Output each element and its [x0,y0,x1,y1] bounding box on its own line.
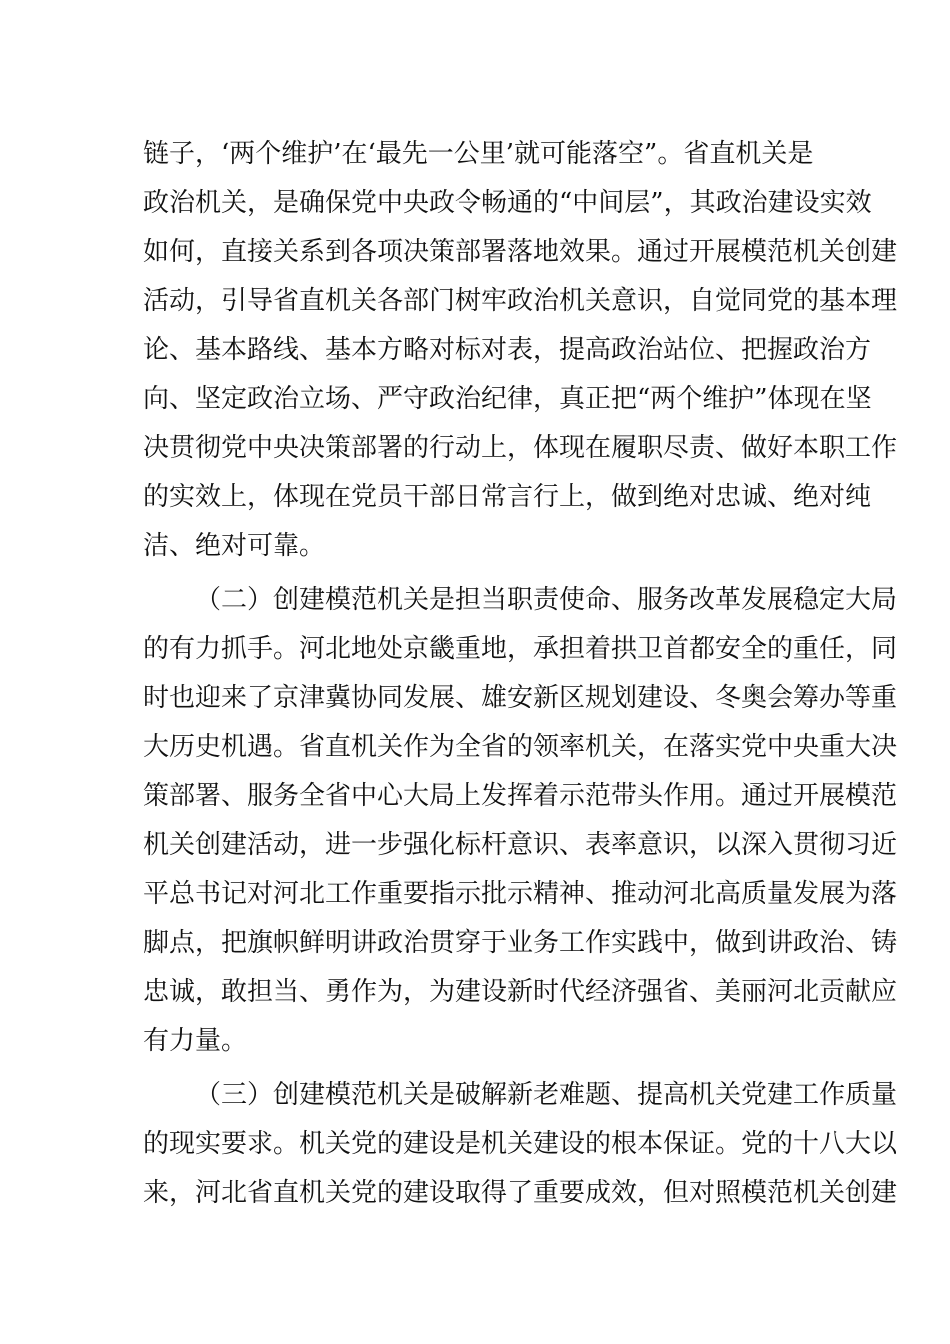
text-line: 活动，引导省直机关各部门树牢政治机关意识，自觉同党的基本理 [143,286,898,316]
text-line: 决贯彻党中央决策部署的行动上，体现在履职尽责、做好本职工作 [143,433,898,463]
text-line: 忠诚，敢担当、勇作为，为建设新时代经济强省、美丽河北贡献应 [143,977,898,1007]
text-line: 的现实要求。机关党的建设是机关建设的根本保证。党的十八大以 [143,1129,898,1159]
text-line: 论、基本路线、基本方略对标对表，提高政治站位、把握政治方 [143,335,872,365]
text-line: 向、坚定政治立场、严守政治纪律，真正把“两个维护”体现在坚 [143,384,872,414]
paragraph-heading-line: （二）创建模范机关是担当职责使命、服务改革发展稳定大局 [195,585,898,615]
text-line: 如何，直接关系到各项决策部署落地效果。通过开展模范机关创建 [143,237,898,267]
text-line: 大历史机遇。省直机关作为全省的领率机关，在落实党中央重大决 [143,732,898,762]
text-line: 来，河北省直机关党的建设取得了重要成效，但对照模范机关创建 [143,1178,898,1208]
text-line: 策部署、服务全省中心大局上发挥着示范带头作用。通过开展模范 [143,781,898,811]
text-line: 的有力抓手。河北地处京畿重地，承担着拱卫首都安全的重任，同 [143,634,898,664]
text-line: 有力量。 [143,1026,248,1056]
text-line: 链子，‘两个维护’在‘最先一公里’就可能落空”。省直机关是 [143,139,814,169]
paragraph-heading-line: （三）创建模范机关是破解新老难题、提高机关党建工作质量 [195,1080,898,1110]
text-line: 机关创建活动，进一步强化标杆意识、表率意识，以深入贯彻习近 [143,830,898,860]
text-line: 的实效上，体现在党员干部日常言行上，做到绝对忠诚、绝对纯 [143,482,872,512]
text-line: 洁、绝对可靠。 [143,531,326,561]
text-line: 脚点，把旗帜鲜明讲政治贯穿于业务工作实践中，做到讲政治、铸 [143,928,898,958]
text-line: 平总书记对河北工作重要指示批示精神、推动河北高质量发展为落 [143,879,898,909]
text-line: 政治机关，是确保党中央政令畅通的“中间层”，其政治建设实效 [143,188,872,218]
text-line: 时也迎来了京津冀协同发展、雄安新区规划建设、冬奥会筹办等重 [143,683,898,713]
